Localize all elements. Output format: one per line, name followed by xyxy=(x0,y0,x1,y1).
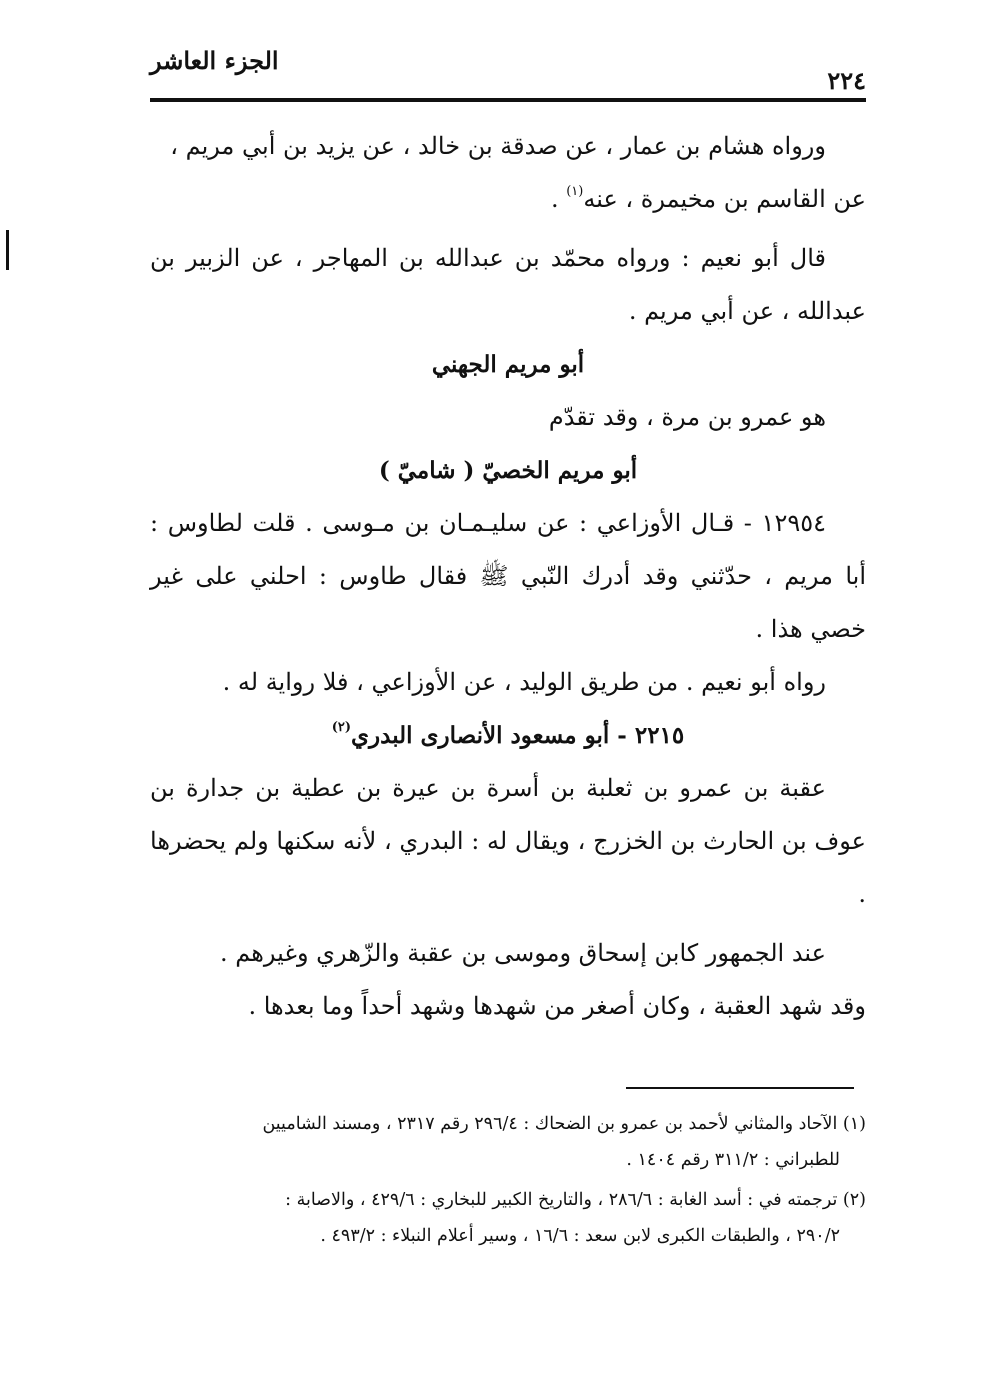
margin-mark xyxy=(6,230,9,270)
section-heading-khasi: أبو مريم الخصيّ ( شاميّ ) xyxy=(378,457,638,484)
paragraph-amr-ibn-murra: هو عمرو بن مرة ، وقد تقدّم xyxy=(548,403,826,431)
paragraph-text: ورواه هشام بن عمار ، عن صدقة بن خالد ، عن يزيد بن أبي مريم ، xyxy=(170,132,826,160)
paragraph-riwayah: رواه أبو نعيم . من طريق الوليد ، عن الأوزاعي ، فلا رواية له . xyxy=(222,668,826,696)
footnote-ref-1[interactable]: (١) xyxy=(566,184,584,199)
paragraph-hisham-line2 xyxy=(150,173,866,226)
paragraph-jumhur-line1: عند الجمهور كابن إسحاق وموسى بن عقبة والزّهري وغيرهم . xyxy=(220,939,826,967)
footnote-1-continued: للطبراني : ٣١١/٢ رقم ١٤٠٤ . xyxy=(626,1150,840,1170)
footnote-separator xyxy=(626,1087,854,1089)
paragraph-hisham-line1 xyxy=(150,120,866,173)
paragraph-end: . xyxy=(550,185,567,213)
section-heading-juhani: أبو مريم الجهني xyxy=(431,351,585,378)
footnotes xyxy=(146,1106,866,1254)
page-header xyxy=(150,46,866,100)
paragraph-jumhur-line2: وقد شهد العقبة ، وكان أصغر من شهدها وشهد أحداً وما بعدها . xyxy=(248,992,866,1020)
section-heading-abu-masud xyxy=(150,709,866,762)
page-number: ٢٢٤ xyxy=(827,66,866,95)
paragraph-uqba: عقبة بن عمرو بن ثعلبة بن أسرة بن عيرة بن عطية بن جدارة بن عوف بن الحارث بن الخزرج ، ويقال له : البدري ، لأنه سكنها ولم يحضرها . xyxy=(150,774,866,908)
main-text xyxy=(150,120,866,1033)
paragraph-text: عن القاسم بن مخيمرة ، عنه xyxy=(583,185,866,213)
footnote-1: (١) الآحاد والمثاني لأحمد بن عمرو بن الضحاك : ٢٩٦/٤ رقم ٢٣١٧ ، ومسند الشاميين xyxy=(262,1114,866,1134)
paragraph-awzai: ١٢٩٥٤ - قـال الأوزاعي : عن سليـمـان بن مـوسى . قلت لطاوس : أبا مريم ، حدّثني وقد أدرك النّبي ﷺ فقال طاوس : احلني على غير خصي هذا . xyxy=(150,509,866,643)
footnote-ref-2[interactable]: (٢) xyxy=(331,720,352,735)
running-title: الجزء العاشر xyxy=(150,46,279,75)
footnote-2: (٢) ترجمته في : أسد الغابة : ٢٨٦/٦ ، والتاريخ الكبير للبخاري : ٤٢٩/٦ ، والاصابة : xyxy=(285,1190,866,1210)
footnote-2-continued: ٢٩٠/٢ ، والطبقات الكبرى لابن سعد : ١٦/٦ ، وسير أعلام النبلاء : ٤٩٣/٢ . xyxy=(320,1226,840,1246)
heading-text: ٢٢١٥ - أبو مسعود الأنصارى البدري xyxy=(351,722,685,749)
header-rule xyxy=(150,98,866,102)
paragraph-abu-nuaym: قال أبو نعيم : ورواه محمّد بن عبدالله بن المهاجر ، عن الزبير بن عبدالله ، عن أبي مريم . xyxy=(150,244,866,325)
